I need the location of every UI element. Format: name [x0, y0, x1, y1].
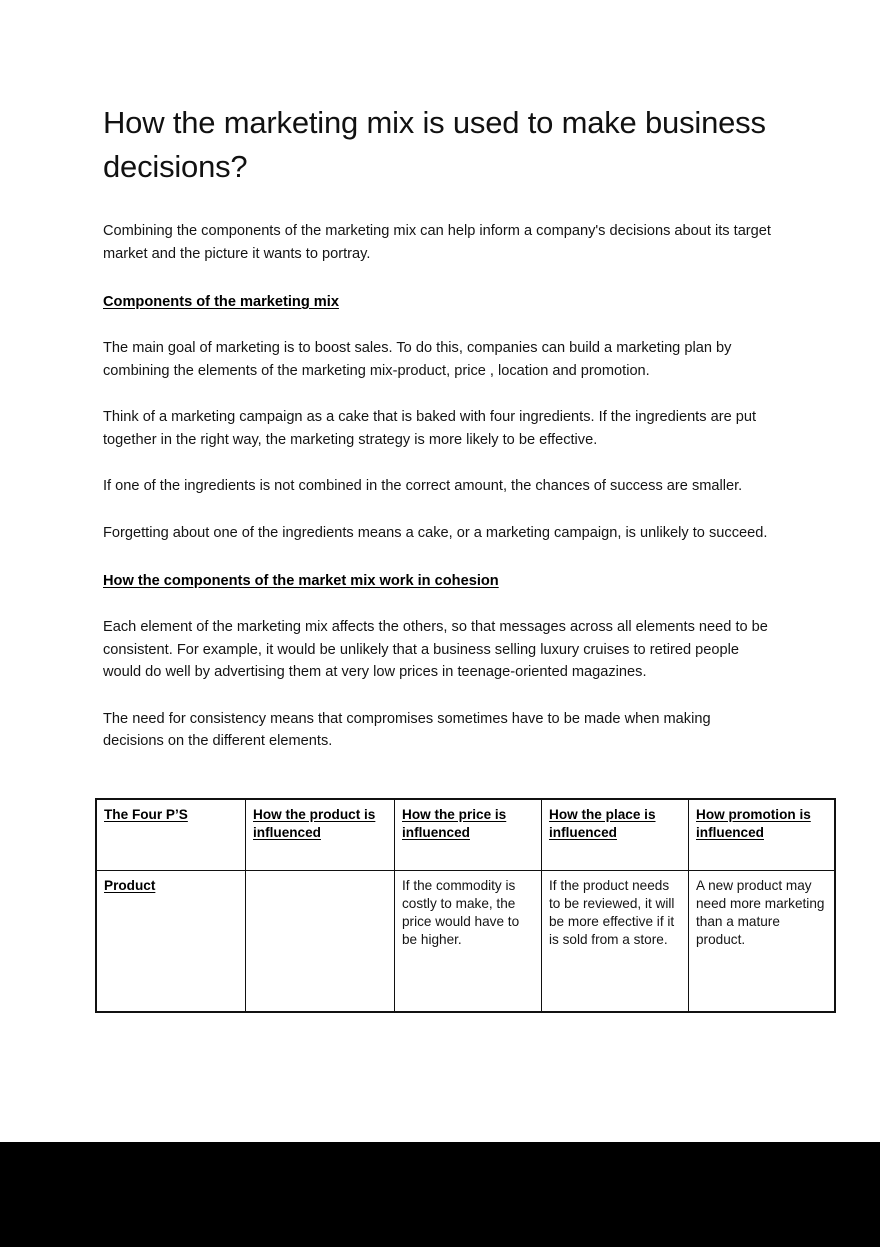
page-title: How the marketing mix is used to make business decisions? — [103, 105, 766, 184]
paragraph-cake-analogy: Think of a marketing campaign as a cake that is baked with four ingredients. If the ingredients are put together in the right way, the marketing strategy is more likely to be effective. — [103, 409, 757, 448]
four-ps-table-container — [95, 798, 825, 1013]
table-cell-row-label-product — [96, 871, 246, 1013]
table-cell-text: If the product needs to be reviewed, it will be more effective if it is sold from a store. — [549, 878, 675, 947]
page-footer-bar — [0, 1142, 880, 1247]
table-row-label: Product — [104, 878, 156, 893]
table-cell-place-influence — [542, 871, 689, 1013]
table-header-cell-four-ps — [96, 799, 246, 871]
paragraph-incorrect-amount: If one of the ingredients is not combined in the correct amount, the chances of success are smaller. — [103, 478, 743, 494]
paragraph-forgetting-ingredient: Forgetting about one of the ingredients means a cake, or a marketing campaign, is unlikely to succeed. — [103, 524, 768, 541]
table-header-label: How the place is influenced — [549, 807, 656, 840]
table-cell-text: A new product may need more marketing than a mature product. — [696, 878, 825, 947]
paragraph-each-element: Each element of the marketing mix affects the others, so that messages across all elements need to be consistent. For example, it would be unlikely that a business selling luxury cruises to retired people would do well by advertising them at very low prices in teenage-oriented magazines. — [103, 619, 768, 680]
table-cell-product-influence — [246, 871, 395, 1013]
table-cell-price-influence — [395, 871, 542, 1013]
table-cell-promotion-influence — [689, 871, 836, 1013]
table-header-cell-price-influence — [395, 799, 542, 871]
four-ps-table — [95, 798, 836, 1013]
table-header-label: How promotion is influenced — [696, 807, 811, 840]
table-header-cell-product-influence — [246, 799, 395, 871]
table-header-label: The Four P’S — [104, 807, 188, 822]
intro-paragraph: Combining the components of the marketing mix can help inform a company's decisions about its target market and the picture it wants to portray. — [103, 223, 771, 262]
document-content — [103, 0, 773, 753]
paragraph-main-goal: The main goal of marketing is to boost sales. To do this, companies can build a marketing plan by combining the elements of the marketing mix-product, price , location and promotion. — [103, 340, 732, 379]
table-row — [96, 871, 835, 1013]
paragraph-consistency: The need for consistency means that compromises sometimes have to be made when making decisions on the different elements. — [103, 710, 711, 749]
table-header-cell-promotion-influence — [689, 799, 836, 871]
table-header-label: How the product is influenced — [253, 807, 376, 840]
section-heading-components: Components of the marketing mix — [103, 294, 339, 310]
table-header-label: How the price is influenced — [402, 807, 507, 840]
table-header-row — [96, 799, 835, 871]
table-header-cell-place-influence — [542, 799, 689, 871]
table-cell-text: If the commodity is costly to make, the price would have to be higher. — [402, 878, 520, 947]
section-heading-cohesion: How the components of the market mix work in cohesion — [103, 573, 499, 589]
